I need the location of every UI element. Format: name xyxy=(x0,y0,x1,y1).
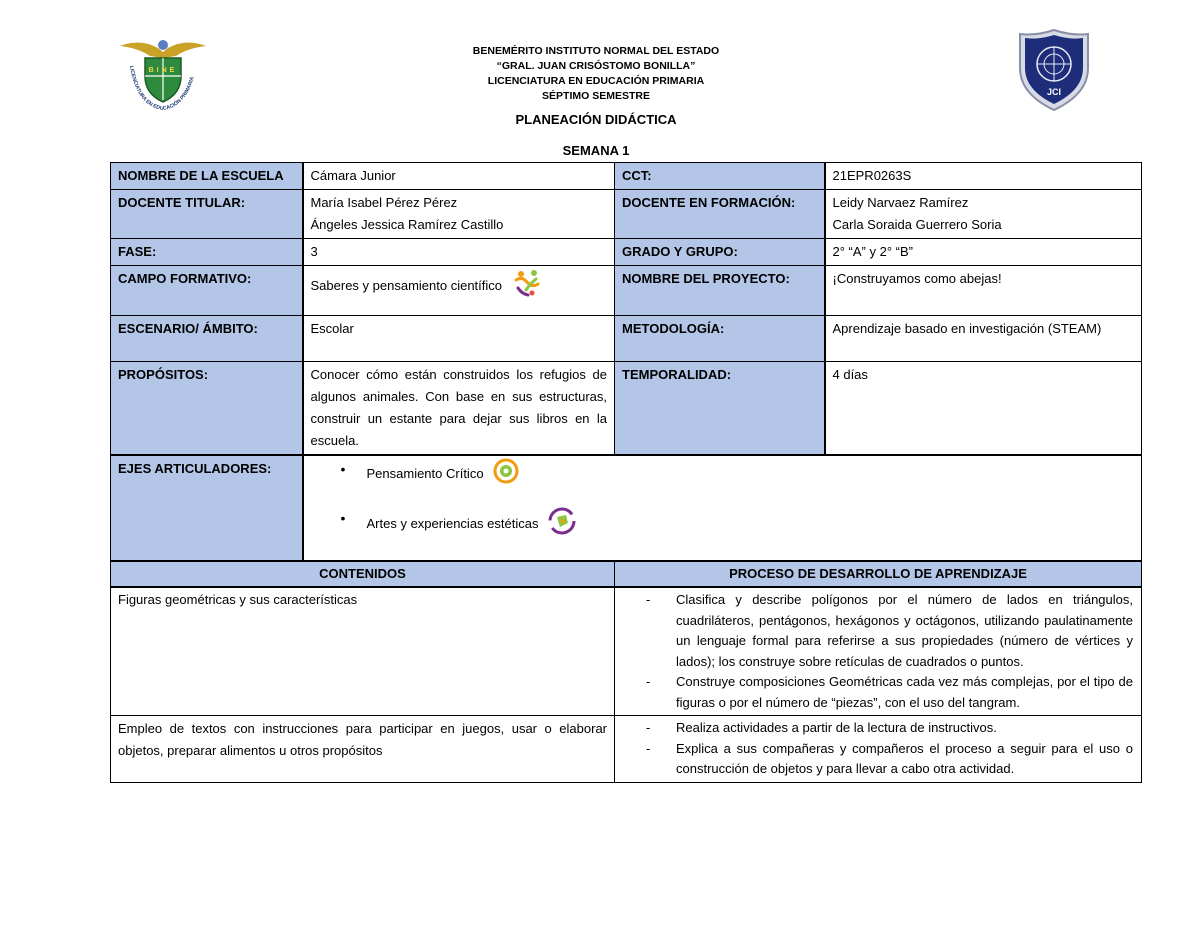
proceso-item: - Construye composiciones Geométricas cada vez más complejas, por el tipo de figuras o por el número de “piezas”, con el uso del tangram. xyxy=(646,674,1133,710)
proceso-1-1: Construye composiciones Geométricas cada vez más complejas, por el tipo de figuras o por el número de “piezas”, con el uso del tangram. xyxy=(676,674,1133,710)
proceso-2-1: Explica a sus compañeras y compañeros el proceso a seguir para el uso o construcción de objetos y para llevar a cabo otra actividad. xyxy=(676,740,1133,776)
proceso-2 xyxy=(615,716,1142,783)
contenido-2: Empleo de textos con instrucciones para participar en juegos, usar o elaborar objetos, preparar alimentos u otros propósitos xyxy=(111,716,615,783)
escuela-value: Cámara Junior xyxy=(303,163,615,190)
fase-value: 3 xyxy=(303,239,615,266)
proceso-list-2 xyxy=(622,718,1133,780)
row-docente xyxy=(111,190,1142,239)
formacion-value xyxy=(825,190,1142,239)
science-people-icon xyxy=(512,268,542,305)
proceso-2-0: Realiza actividades a partir de la lectura de instructivos. xyxy=(676,720,997,735)
bullet-icon: • xyxy=(340,461,346,477)
proceso-item: - Clasifica y describe polígonos por el número de lados en triángulos, cuadriláteros, pentágonos, hexágonos y octágonos, utilizando paulatinamente un lenguaje formal para referirse a sus propiedades (número de vértices y lados); los construye sobre retículas de cuadrados o puntos. xyxy=(646,592,1133,669)
row-fase xyxy=(111,239,1142,266)
temporalidad-value: 4 días xyxy=(825,362,1142,456)
row-escuela xyxy=(111,163,1142,190)
cct-label: CCT: xyxy=(615,163,825,190)
bullet-icon: • xyxy=(340,510,346,526)
contenido-1: Figuras geométricas y sus características xyxy=(111,587,615,716)
campo-cell xyxy=(303,266,615,316)
proyecto-label: NOMBRE DEL PROYECTO: xyxy=(615,266,825,316)
contenido-row-2 xyxy=(111,716,1142,783)
week-label: SEMANA 1 xyxy=(562,143,630,158)
propositos-label: PROPÓSITOS: xyxy=(111,362,303,456)
campo-label: CAMPO FORMATIVO: xyxy=(111,266,303,316)
docente-label: DOCENTE TITULAR: xyxy=(111,190,303,239)
eje-item xyxy=(341,507,1135,542)
benemerito-institute-logo xyxy=(118,36,208,112)
row-escenario xyxy=(111,316,1142,362)
proceso-1 xyxy=(615,587,1142,716)
jci-letters: JCI xyxy=(1046,87,1062,97)
campo-value: Saberes y pensamiento científico xyxy=(310,277,502,293)
eje-label-1: Artes y experiencias estéticas xyxy=(366,515,539,531)
contenidos-header: CONTENIDOS xyxy=(111,561,615,587)
escenario-value: Escolar xyxy=(303,316,615,362)
institution-header xyxy=(380,44,812,104)
ejes-list xyxy=(311,458,1135,542)
jci-shield-logo xyxy=(1018,28,1090,112)
planning-table xyxy=(110,162,1142,783)
contenidos-header-row xyxy=(111,561,1142,587)
proceso-item: - Realiza actividades a partir de la lectura de instructivos. xyxy=(646,720,997,735)
eje-label-0: Pensamiento Crítico xyxy=(366,465,484,481)
docente-value-1: María Isabel Pérez Pérez xyxy=(310,195,458,210)
docente-value xyxy=(303,190,615,239)
logo-caption: LICENCIATURA EN EDUCACIÓN PRIMARIA xyxy=(128,65,196,112)
grado-value: 2° “A” y 2° “B” xyxy=(825,239,1142,266)
arts-experiences-icon xyxy=(548,507,576,542)
row-propositos xyxy=(111,362,1142,456)
row-campo xyxy=(111,266,1142,316)
proceso-item: - Explica a sus compañeras y compañeros el proceso a seguir para el uso o construcción de objetos y para llevar a cabo otra actividad. xyxy=(646,740,1133,776)
ejes-label: EJES ARTICULADORES: xyxy=(111,455,303,561)
temporalidad-label: TEMPORALIDAD: xyxy=(615,362,825,456)
critical-thinking-icon xyxy=(493,458,519,491)
proyecto-value: ¡Construyamos como abejas! xyxy=(825,266,1142,316)
header-line-3: LICENCIATURA EN EDUCACIÓN PRIMARIA xyxy=(487,75,705,87)
header-line-4: SÉPTIMO SEMESTRE xyxy=(542,90,650,102)
header-line-1: BENEMÉRITO INSTITUTO NORMAL DEL ESTADO xyxy=(472,45,720,57)
row-ejes xyxy=(111,455,1142,561)
proceso-1-0: Clasifica y describe polígonos por el número de lados en triángulos, cuadriláteros, pentágonos, hexágonos y octágonos, utilizando paulatinamente un lenguaje formal para referirse a sus propiedades (número de vértices y lados); los construye sobre retículas de cuadrados o puntos. xyxy=(676,592,1133,669)
formacion-label: DOCENTE EN FORMACIÓN: xyxy=(615,190,825,239)
proceso-header: PROCESO DE DESARROLLO DE APRENDIZAJE xyxy=(615,561,1142,587)
document-title: PLANEACIÓN DIDÁCTICA xyxy=(515,112,677,127)
grado-label: GRADO Y GRUPO: xyxy=(615,239,825,266)
docente-value-2: Ángeles Jessica Ramírez Castillo xyxy=(310,217,504,232)
metodologia-label: METODOLOGÍA: xyxy=(615,316,825,362)
propositos-value: Conocer cómo están construidos los refugios de algunos animales. Con base en sus estructuras, construir un estante para dejar sus libros en la escuela. xyxy=(303,362,615,456)
formacion-value-1: Leidy Narvaez Ramírez xyxy=(832,195,969,210)
eje-item xyxy=(341,458,1135,491)
proceso-list-1 xyxy=(622,590,1133,713)
ejes-cell xyxy=(303,455,1142,561)
fase-label: FASE: xyxy=(111,239,303,266)
formacion-value-2: Carla Soraida Guerrero Soria xyxy=(832,217,1002,232)
metodologia-value: Aprendizaje basado en investigación (STEAM) xyxy=(825,316,1142,362)
logo-letters: BINE xyxy=(148,67,178,74)
header-line-2: “GRAL. JUAN CRISÓSTOMO BONILLA” xyxy=(496,60,696,72)
cct-value: 21EPR0263S xyxy=(825,163,1142,190)
contenido-row-1 xyxy=(111,587,1142,716)
escuela-label: NOMBRE DE LA ESCUELA xyxy=(111,163,303,190)
escenario-label: ESCENARIO/ ÁMBITO: xyxy=(111,316,303,362)
